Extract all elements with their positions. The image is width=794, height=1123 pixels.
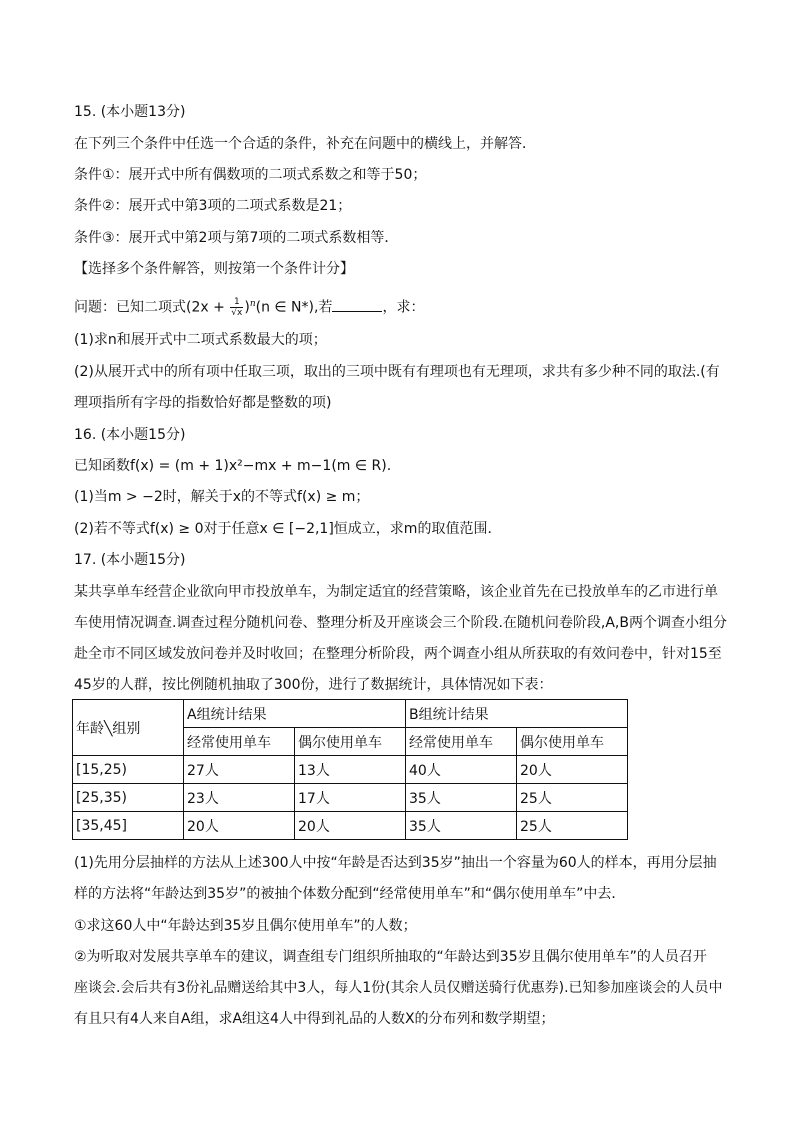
q17-header: 17. (本小题15分) xyxy=(74,552,186,568)
q15-header: 15. (本小题13分) xyxy=(74,104,186,120)
table-cell: 35人 xyxy=(406,812,517,840)
q16-part-1: (1)当m > −2时，解关于x的不等式f(x) ≥ m； xyxy=(74,489,370,505)
q17-sub2-line3: 有且只有4人来自A组，求A组这4人中得到礼品的人数X的分布列和数学期望； xyxy=(74,1011,555,1027)
q17-para-line3: 赴全市不同区域发放问卷并及时收回；在整理分析阶段，两个调查小组从所获取的有效问卷中，针对15至 xyxy=(74,646,722,662)
q17-para-line1: 某共享单车经营企业欲向甲市投放单车，为制定适宜的经营策略，该企业首先在已投放单车的乙市进行单 xyxy=(74,584,718,600)
table-row xyxy=(73,784,628,812)
q17-sub2-line2: 座谈会.会后共有3份礼品赠送给其中3人，每人1份(其余人员仅赠送骑行优惠券).已知参加座谈会的人员中 xyxy=(74,980,723,996)
table-cell: 20人 xyxy=(184,812,295,840)
q15-part-2-line1: (2)从展开式中的所有项中任取三项，取出的三项中既有有理项也有无理项，求共有多少种不同的取法.(有 xyxy=(74,364,720,380)
q15-condition-3: 条件③：展开式中第2项与第7项的二项式系数相等． xyxy=(74,230,399,246)
q15-note: 【选择多个条件解答，则按第一个条件计分】 xyxy=(74,261,354,277)
table-cell-age: [25,35) xyxy=(73,784,184,812)
q15-problem-pre: 问题：已知二项式(2x + xyxy=(74,299,230,316)
statistics-table xyxy=(72,699,628,840)
table-cell: 13人 xyxy=(295,756,406,784)
q15-part-1: (1)求n和展开式中二项式系数最大的项； xyxy=(74,332,327,348)
table-cell: 35人 xyxy=(406,784,517,812)
q15-problem-post: ，求： xyxy=(382,299,425,316)
q15-condition-1: 条件①：展开式中所有偶数项的二项式系数之和等于50； xyxy=(74,167,427,183)
table-cell: 17人 xyxy=(295,784,406,812)
table-corner-cell: 年龄╲组别 xyxy=(73,700,184,756)
q15-blank xyxy=(332,297,382,312)
table-cell: 20人 xyxy=(517,756,628,784)
table-cell-age: [15,25) xyxy=(73,756,184,784)
q16-header: 16. (本小题15分) xyxy=(74,427,186,443)
q15-fraction xyxy=(230,297,243,318)
q17-sub1-line1: (1)先用分层抽样的方法从上述300人中按“年龄是否达到35岁”抽出一个容量为60人的样本，再用分层抽 xyxy=(74,855,717,871)
table-cell: 25人 xyxy=(517,784,628,812)
q15-condition-2: 条件②：展开式中第3项的二项式系数是21； xyxy=(74,198,352,214)
q15-exponent: n xyxy=(249,299,256,309)
q15-problem-mid: (n ∈ N*),若 xyxy=(255,299,333,316)
q15-part-2-line2: 理项指所有字母的指数恰好都是整数的项) xyxy=(74,395,332,411)
table-cell: 27人 xyxy=(184,756,295,784)
q16-part-2: (2)若不等式f(x) ≥ 0对于任意x ∈ [−2,1]恒成立，求m的取值范围． xyxy=(74,521,502,537)
table-subheader-cell: 偶尔使用单车 xyxy=(517,728,628,756)
table-cell: 40人 xyxy=(406,756,517,784)
table-subheader-cell: 经常使用单车 xyxy=(406,728,517,756)
table-header-row xyxy=(73,700,628,728)
q17-para-line2: 车使用情况调查.调查过程分随机问卷、整理分析及开座谈会三个阶段.在随机问卷阶段,A,B两个调查小组分 xyxy=(74,615,727,631)
q17-para-line4: 45岁的人群，按比例随机抽取了300份，进行了数据统计，具体情况如下表： xyxy=(74,677,553,693)
q15-frac-den: √x xyxy=(231,308,243,319)
q17-sub1-line3: ①求这60人中“年龄达到35岁且偶尔使用单车”的人数； xyxy=(74,918,417,934)
table-row xyxy=(73,756,628,784)
q16-given: 已知函数f(x) = (m + 1)x²−mx + m−1(m ∈ R). xyxy=(74,458,392,474)
table-subheader-cell: 偶尔使用单车 xyxy=(295,728,406,756)
table-cell: 25人 xyxy=(517,812,628,840)
table-row xyxy=(73,812,628,840)
q17-sub2-line1: ②为听取对发展共享单车的建议，调查组专门组织所抽取的“年龄达到35岁且偶尔使用单车”的人员召开 xyxy=(74,949,707,965)
table-group-b-header: B组统计结果 xyxy=(406,700,628,728)
table-cell: 23人 xyxy=(184,784,295,812)
q15-intro: 在下列三个条件中任选一个合适的条件，补充在问题中的横线上，并解答． xyxy=(74,136,536,152)
q17-sub1-line2: 样的方法将“年龄达到35岁”的被抽个体数分配到“经常使用单车”和“偶尔使用单车”中去． xyxy=(74,886,626,902)
table-subheader-cell: 经常使用单车 xyxy=(184,728,295,756)
q15-frac-num: 1 xyxy=(230,297,243,308)
table-cell-age: [35,45] xyxy=(73,812,184,840)
table-group-a-header: A组统计结果 xyxy=(184,700,406,728)
q15-problem: 问题：已知二项式(2x + $\frac{1}{√x}$ )$^n$(n ∈ N*),若 ，求： xyxy=(74,297,425,319)
table-cell: 20人 xyxy=(295,812,406,840)
